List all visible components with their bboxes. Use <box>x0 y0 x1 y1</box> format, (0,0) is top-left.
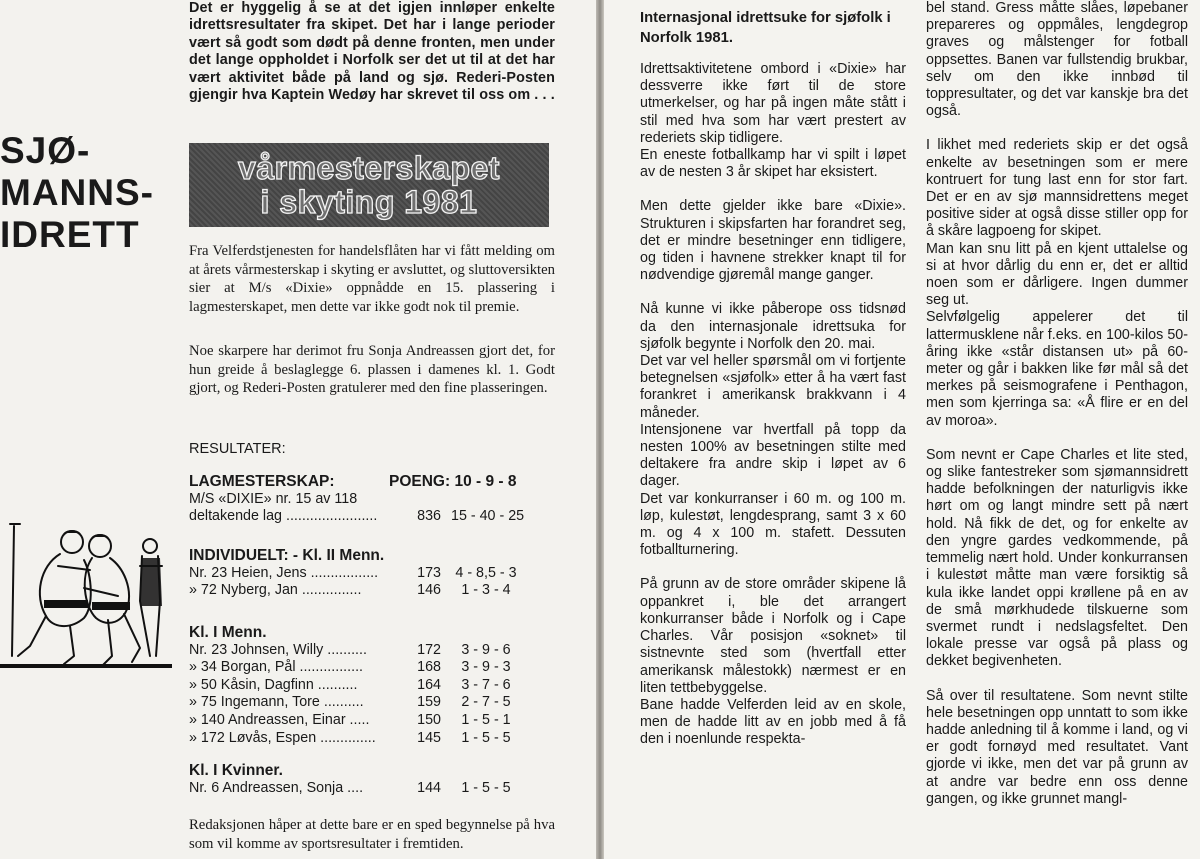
intro-paragraph: Det er hyggelig å se at det igjen innløper enkelte idrettsresultater fra skipet. Det har i lange perioder vært så godt som dødt på denne fronten, men under det lange oppholdet i Norfolk ser det ut til at det har vært aktivitet både på land og sjø. Rederi-Posten gjengir hva Kaptein Wedøy har skrevet til oss om . . . <box>189 0 555 104</box>
banner-line: i skyting 1981 <box>260 184 478 220</box>
article-paragraph: I likhet med rederiets skip er det også enkelte av besetningen som er mere kontruert for tung last enn for stor fart. Det er en av sjø mannsidrettens meget positive sider at også disse stiller opp for å skåre lagpoeng for skipet. <box>926 137 1188 240</box>
result-points: 172 <box>417 641 441 658</box>
result-name: » 140 Andreassen, Einar ..... <box>189 711 370 728</box>
team-points: 836 <box>417 508 441 525</box>
section-title <box>0 130 180 256</box>
report-text: Fra Velferdstjenesten for handelsflåten har vi fått melding om at årets vårmesterskap i skyting er avsluttet, og sluttoversikten sier at M/s «Dixie» oppnådde en 15. plassering i lagmesterskapet, men dette var ikke godt nok til premie. <box>189 243 555 316</box>
result-name: » 72 Nyberg, Jan ............... <box>189 582 362 599</box>
result-score: 4 - 8,5 - 3 <box>455 564 517 581</box>
individual-heading: INDIVIDUELT: - Kl. II Menn. <box>189 547 385 564</box>
headline-banner <box>189 143 549 227</box>
result-points: 145 <box>417 729 441 746</box>
result-row <box>189 659 549 677</box>
right-page <box>604 0 1200 859</box>
article-title: Internasjonal idrettsuke for sjøfolk i Norfolk 1981. <box>640 10 891 46</box>
left-page <box>0 0 596 859</box>
result-score: 1 - 5 - 5 <box>461 729 511 746</box>
result-score: 3 - 9 - 6 <box>461 641 511 658</box>
result-points: 150 <box>417 711 441 728</box>
article-paragraph: Så over til resultatene. Som nevnt stilte hele besetningen opp unntatt to som ikke hadde anledning til å komme i land, og vi er godt fornøyd med resultatet. Vant gjorde vi ikke, men det var på grunn av at andre var bedre enn oss denne gangen, og ikke grunnet mangl- <box>926 687 1188 807</box>
result-points: 159 <box>417 694 441 711</box>
result-row <box>189 677 549 695</box>
result-points: 146 <box>417 582 441 599</box>
result-name: » 172 Løvås, Espen .............. <box>189 729 376 746</box>
article-paragraph: En eneste fotballkamp har vi spilt i løpet av de nesten 3 år skipet har eksistert. <box>640 147 906 181</box>
section-title-line: SJØ- <box>0 130 91 171</box>
result-points: 164 <box>417 676 441 693</box>
result-name: Nr. 6 Andreassen, Sonja .... <box>189 779 364 796</box>
result-row <box>189 780 549 798</box>
result-name: Nr. 23 Johnsen, Willy .......... <box>189 641 367 658</box>
result-name: » 75 Ingemann, Tore .......... <box>189 694 364 711</box>
section-title-line: IDRETT <box>0 214 140 255</box>
article-paragraph: bel stand. Gress måtte slåes, løpebaner prepareres og oppmåles, lengdegrop graves og målstenger for fotball oppsettes. Banen var fullstendig brukbar, selv om den ikke innbød til toppresultater, og det var kanskje bra det også. <box>926 0 1188 120</box>
team-heading: LAGMESTERSKAP: <box>189 473 335 490</box>
section-title-line: MANNS- <box>0 172 154 213</box>
article-paragraph: Det var vel heller spørsmål om vi fortjente betegnelsen «sjøfolk» etter å ha vært fast forankret i amerikansk brakkvann i 4 måneder. <box>640 353 906 421</box>
book-gutter <box>596 0 604 859</box>
article-paragraph: Som nevnt er Cape Charles et lite sted, og slike fantestreker som sjømannsidrett hadde befolkningen der naturligvis ikke hørt om og langt mindre sett på nært hold. Nå fikk de det, og for enkelte av den yngre gardes vedkommende, på temmelig nært hold. Under konkurransen i kulestøt måtte man være forsiktig så kula ikke landet oppi krøllene på en av de små mørkhudede tilskuerne som svermet rundt i nedslagsfeltet. Den lokale presse var også på plass og dekket begivenheten. <box>926 446 1188 670</box>
team-line: M/S «DIXIE» nr. 15 av 118 <box>189 490 358 507</box>
result-score: 1 - 5 - 5 <box>461 779 511 796</box>
result-name: Nr. 23 Heien, Jens ................. <box>189 564 379 581</box>
intro-text <box>189 0 555 104</box>
article-paragraph: Idrettsaktivitetene ombord i «Dixie» har dessverre ikke ført til de store utmerkelser, og har på ingen måte stått i stil med hva som har vært prestert av rederiets skip tidligere. <box>640 61 906 146</box>
note-text: Noe skarpere har derimot fru Sonja Andreassen gjort det, for hun greide å beslaglegge 6. plassen i damenes kl. 1. Godt gjort, og Rederi-Posten gratulerer med den fine plasseringen. <box>189 343 555 397</box>
result-row <box>189 694 549 712</box>
points-heading: POENG: 10 - 9 - 8 <box>389 473 517 490</box>
result-points: 144 <box>417 779 441 796</box>
result-score: 1 - 3 - 4 <box>461 582 511 599</box>
team-line: deltakende lag ....................... <box>189 508 378 525</box>
result-row <box>189 730 549 748</box>
article-paragraph: Men dette gjelder ikke bare «Dixie». Strukturen i skipsfarten har forandret seg, det er mindre besetninger enn tidligere, og tiden i havnene strekker knapt til for nødvendige gjøremål mange ganger. <box>640 198 906 284</box>
note-paragraph <box>189 342 555 398</box>
result-points: 168 <box>417 659 441 676</box>
article-paragraph: På grunn av de store områder skipene lå oppankret i, ble det arrangert konkurranser både i Norfolk og i Cape Charles. Vår posisjon «soknet» til sistnevnte sted som (hvertfall etter amerikansk målestokk) nærmest er en liten tettbebyggelse. <box>640 576 906 696</box>
result-row <box>189 582 549 600</box>
class1-men-results <box>189 624 549 747</box>
class1-women-heading: Kl. I Kvinner. <box>189 762 283 779</box>
report-paragraph <box>189 242 555 317</box>
result-score: 3 - 9 - 3 <box>461 659 511 676</box>
closing-paragraph <box>189 816 555 853</box>
result-row <box>189 642 549 660</box>
result-score: 3 - 7 - 6 <box>461 676 511 693</box>
result-score: 1 - 5 - 1 <box>461 711 511 728</box>
result-score: 2 - 7 - 5 <box>461 694 511 711</box>
result-name: » 50 Kåsin, Dagfinn .......... <box>189 676 358 693</box>
banner-line: vårmesterskapet <box>238 150 500 186</box>
article-column-2 <box>926 0 1188 808</box>
article-paragraph: Nå kunne vi ikke påberope oss tidsnød da den internasjonale idrettsuka for sjøfolk begynte i Norfolk den 20. mai. <box>640 301 906 352</box>
article-paragraph: Man kan snu litt på en kjent uttalelse og si at hvor dårlig du enn er, det er alltid noen som er dårligere. Ingen dummer seg ut. <box>926 240 1188 309</box>
result-row <box>189 712 549 730</box>
team-score: 15 - 40 - 25 <box>451 508 525 525</box>
individual-results <box>189 547 549 600</box>
article-paragraph: Selvfølgelig appelerer det til lattermusklene når f.eks. en 100-kilos 50-åring ikke «står distansen ut» på 60-meter og går i bakken like før mål så det merkes på seismografene i Penthagon, men som kjerringa sa: «Å flire er en del av moroa». <box>926 309 1188 429</box>
article-paragraph: Bane hadde Velferden leid av en skole, men de hadde litt av en jobb med å få den i noenlunde respekta- <box>640 696 906 748</box>
class1-men-heading: Kl. I Menn. <box>189 624 267 641</box>
team-results <box>189 473 549 526</box>
result-name: » 34 Borgan, Pål ................ <box>189 659 364 676</box>
class1-women-results <box>189 762 549 797</box>
article-column-1 <box>640 0 906 749</box>
result-points: 173 <box>417 564 441 581</box>
article-paragraph: Det var konkurranser i 60 m. og 100 m. løp, kulestøt, lengdesprang, samt 3 x 60 m. og 4 x 100 m. stafett. Dessuten fotballturnering. <box>640 490 906 559</box>
article-paragraph: Intensjonene var hvertfall på topp da nesten 100% av besetningen stilte med deltakere fra andre skip i løpet av 6 dager. <box>640 421 906 490</box>
closing-text: Redaksjonen håper at dette bare er en sped begynnelse på hva som vil komme av sportsresultater i fremtiden. <box>189 817 555 852</box>
result-row <box>189 565 549 583</box>
sumo-wrestlers-illustration <box>0 506 172 676</box>
results-label: RESULTATER: <box>189 441 286 457</box>
